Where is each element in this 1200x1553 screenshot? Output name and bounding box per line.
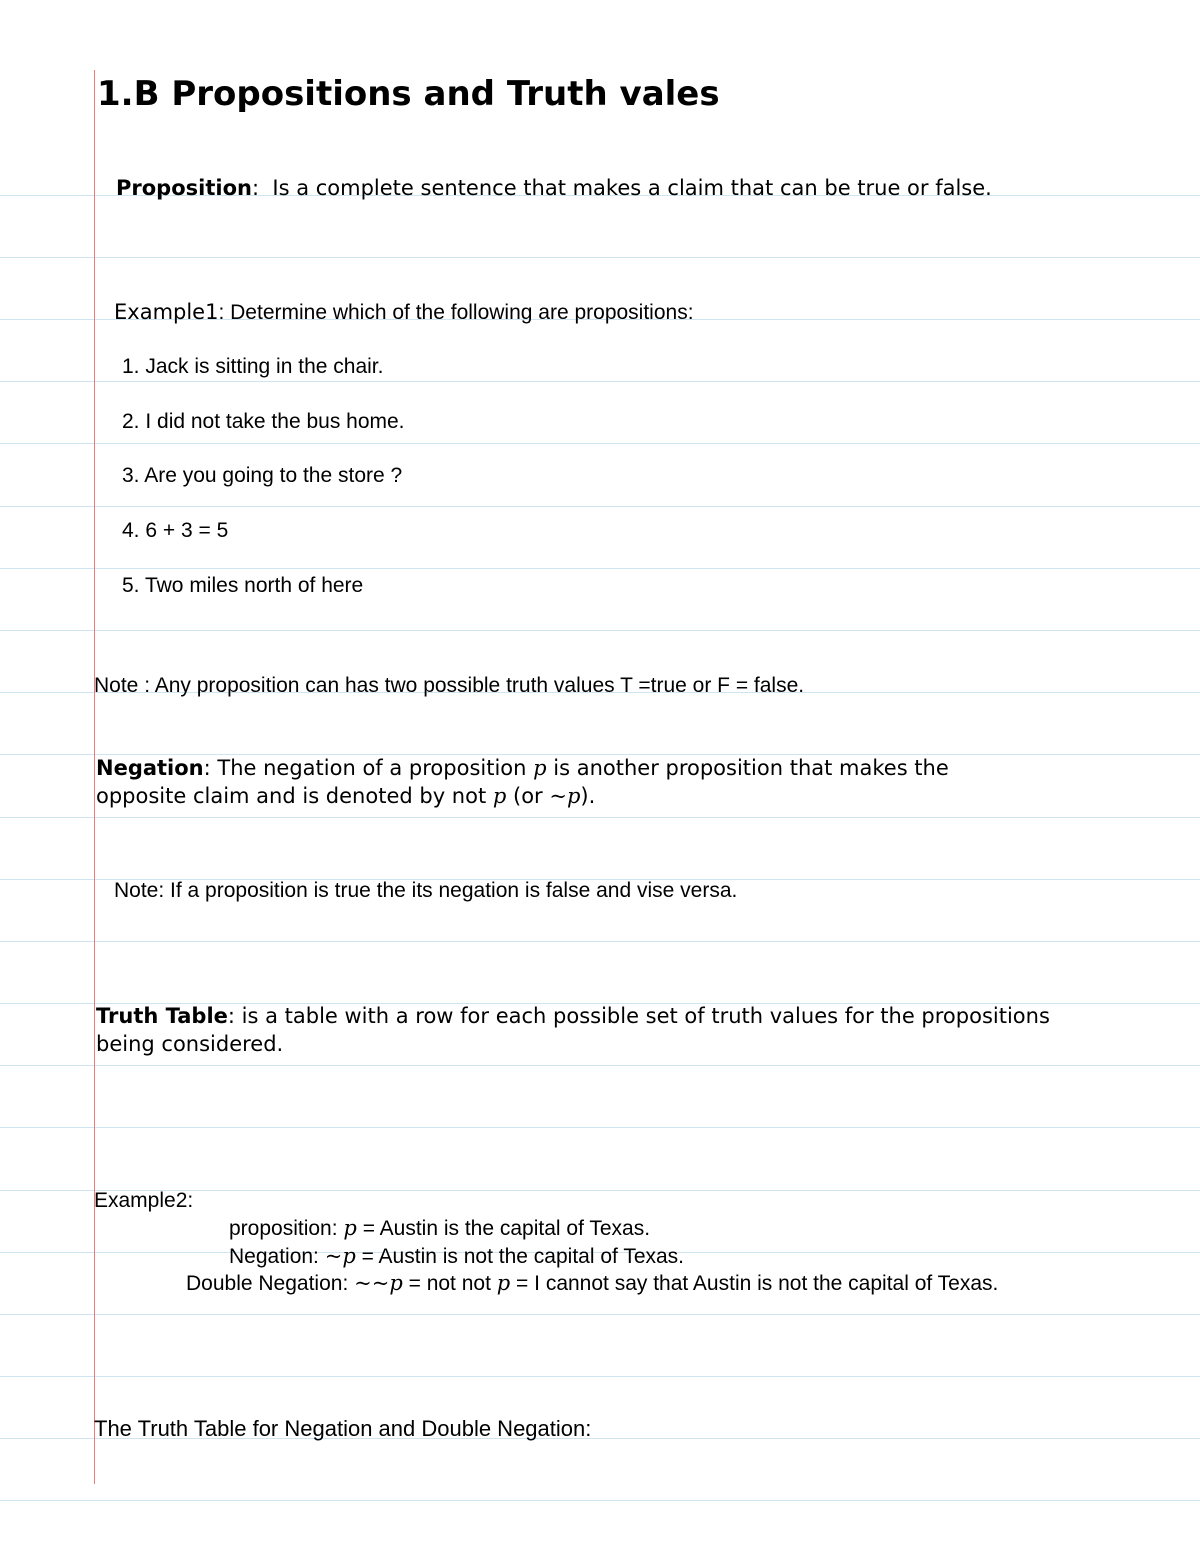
truth-table-term: Truth Table (96, 1004, 228, 1028)
ruled-line (0, 630, 1200, 631)
negation-term: Negation (96, 756, 204, 780)
truth-values-note: Note : Any proposition can has two possible truth values T =true or F = false. (94, 674, 805, 697)
list-item: 3. Are you going to the store ? (122, 464, 403, 487)
math-not-not-p: ~~p (354, 1271, 403, 1295)
ruled-line (0, 754, 1200, 755)
math-p: p (533, 756, 547, 780)
math-not-p: ~p (549, 784, 581, 808)
negation-note: Note: If a proposition is true the its negation is false and vise versa. (114, 879, 738, 902)
margin-line (94, 70, 95, 1484)
example2-label: Example2: (94, 1189, 194, 1212)
ruled-line (0, 1127, 1200, 1128)
example2-text: Negation: (229, 1245, 325, 1268)
proposition-definition (116, 176, 992, 200)
ruled-line (0, 1314, 1200, 1315)
example2-text: = Austin is the capital of Texas. (356, 1217, 651, 1240)
negation-text: (or (506, 784, 550, 808)
math-p: p (492, 784, 507, 808)
example2-text: = I cannot say that Austin is not the capital of Texas. (510, 1272, 999, 1295)
negation-text: opposite claim and is denoted by not (96, 784, 493, 808)
list-item: 4. 6 + 3 = 5 (122, 519, 229, 542)
list-item: 5. Two miles north of here (122, 574, 364, 597)
proposition-colon: : (251, 176, 260, 200)
negation-text: is another proposition that makes the (546, 756, 949, 780)
ruled-line (0, 1376, 1200, 1377)
ruled-line (0, 941, 1200, 942)
proposition-term: Proposition (116, 176, 252, 200)
ruled-line (0, 381, 1200, 382)
list-item: 1. Jack is sitting in the chair. (122, 355, 384, 378)
example1-label: Example1 (114, 300, 219, 324)
truth-table-definition-line2: being considered. (96, 1032, 284, 1056)
example2-text: = Austin is not the capital of Texas. (355, 1245, 685, 1268)
negation-definition-line1 (96, 756, 949, 780)
ruled-line (0, 568, 1200, 569)
example1-heading (114, 300, 694, 325)
example2-text: = not not (402, 1272, 497, 1295)
math-p: p (496, 1271, 511, 1295)
ruled-line (0, 257, 1200, 258)
example2-text: Double Negation: (186, 1272, 355, 1295)
truth-table-heading: The Truth Table for Negation and Double Negation: (94, 1416, 592, 1441)
example2-negation (229, 1244, 684, 1269)
ruled-line (0, 1065, 1200, 1066)
ruled-line (0, 817, 1200, 818)
page-title: 1.B Propositions and Truth vales (97, 74, 720, 114)
truth-table-definition-line1 (96, 1004, 1050, 1028)
ruled-line (0, 443, 1200, 444)
truth-table-text: : is a table with a row for each possible set of truth values for the propositions (227, 1004, 1050, 1028)
example1-prompt: : Determine which of the following are propositions: (218, 301, 694, 324)
math-not-p: ~p (324, 1244, 356, 1268)
negation-text: : The negation of a proposition (203, 756, 534, 780)
proposition-text: Is a complete sentence that makes a claim that can be true or false. (272, 176, 992, 200)
math-p: p (343, 1216, 357, 1240)
example2-text: proposition: (229, 1217, 344, 1240)
example2-proposition (229, 1216, 650, 1241)
example2-double-negation (186, 1271, 998, 1296)
negation-text: ). (580, 784, 596, 808)
list-item: 2. I did not take the bus home. (122, 410, 405, 433)
negation-definition-line2 (96, 784, 595, 808)
ruled-line (0, 506, 1200, 507)
ruled-line (0, 1500, 1200, 1501)
